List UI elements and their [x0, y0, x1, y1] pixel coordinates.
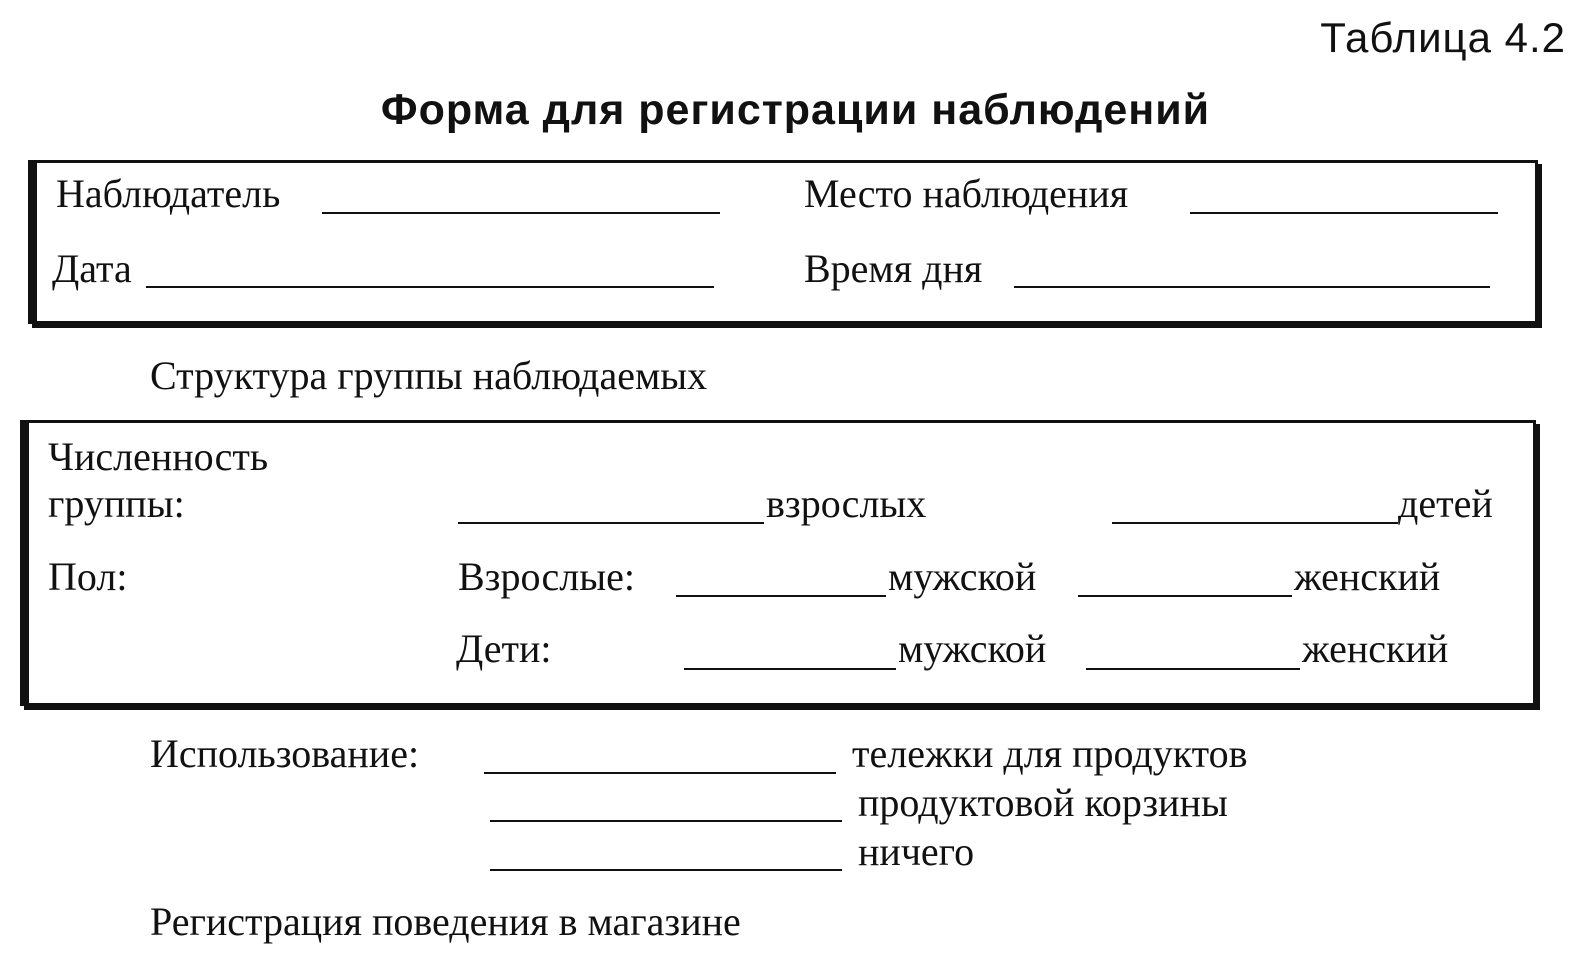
children-male-label: мужской: [898, 626, 1047, 671]
observer-field[interactable]: [322, 212, 720, 214]
adults-row-label: Взрослые:: [458, 554, 635, 599]
children-male-field[interactable]: [684, 668, 896, 670]
children-label: детей: [1398, 481, 1493, 526]
date-field[interactable]: [146, 286, 714, 288]
table-number: Таблица 4.2: [1320, 14, 1566, 61]
group-size-label-line2: группы:: [48, 481, 185, 526]
place-label: Место наблюдения: [804, 171, 1129, 216]
adults-male-field[interactable]: [676, 595, 886, 597]
usage-basket-field[interactable]: [490, 820, 842, 822]
place-field[interactable]: [1190, 212, 1498, 214]
time-field[interactable]: [1014, 286, 1490, 288]
adults-female-field[interactable]: [1078, 595, 1292, 597]
group-size-label-line1: Численность: [48, 434, 269, 479]
children-female-field[interactable]: [1086, 668, 1300, 670]
usage-nothing-label: ничего: [858, 829, 975, 874]
usage-cart-field[interactable]: [484, 772, 836, 774]
children-count-field[interactable]: [1112, 522, 1398, 524]
children-female-label: женский: [1302, 626, 1449, 671]
sex-label: Пол:: [48, 554, 128, 599]
adults-female-label: женский: [1294, 554, 1441, 599]
group-structure-heading: Структура группы наблюдаемых: [150, 353, 708, 398]
time-label: Время дня: [804, 246, 983, 291]
adults-count-field[interactable]: [458, 522, 764, 524]
usage-basket-label: продуктовой корзины: [858, 780, 1228, 825]
adults-label: взрослых: [766, 481, 927, 526]
behavior-heading: Регистрация поведения в магазине: [150, 899, 741, 944]
children-row-label: Дети:: [456, 626, 552, 671]
usage-nothing-field[interactable]: [490, 869, 842, 871]
date-label: Дата: [52, 246, 132, 291]
adults-male-label: мужской: [888, 554, 1037, 599]
form-title: Форма для регистрации наблюдений: [380, 86, 1211, 134]
usage-label: Использование:: [150, 731, 420, 776]
usage-cart-label: тележки для продуктов: [852, 731, 1248, 776]
observer-label: Наблюдатель: [56, 171, 281, 216]
